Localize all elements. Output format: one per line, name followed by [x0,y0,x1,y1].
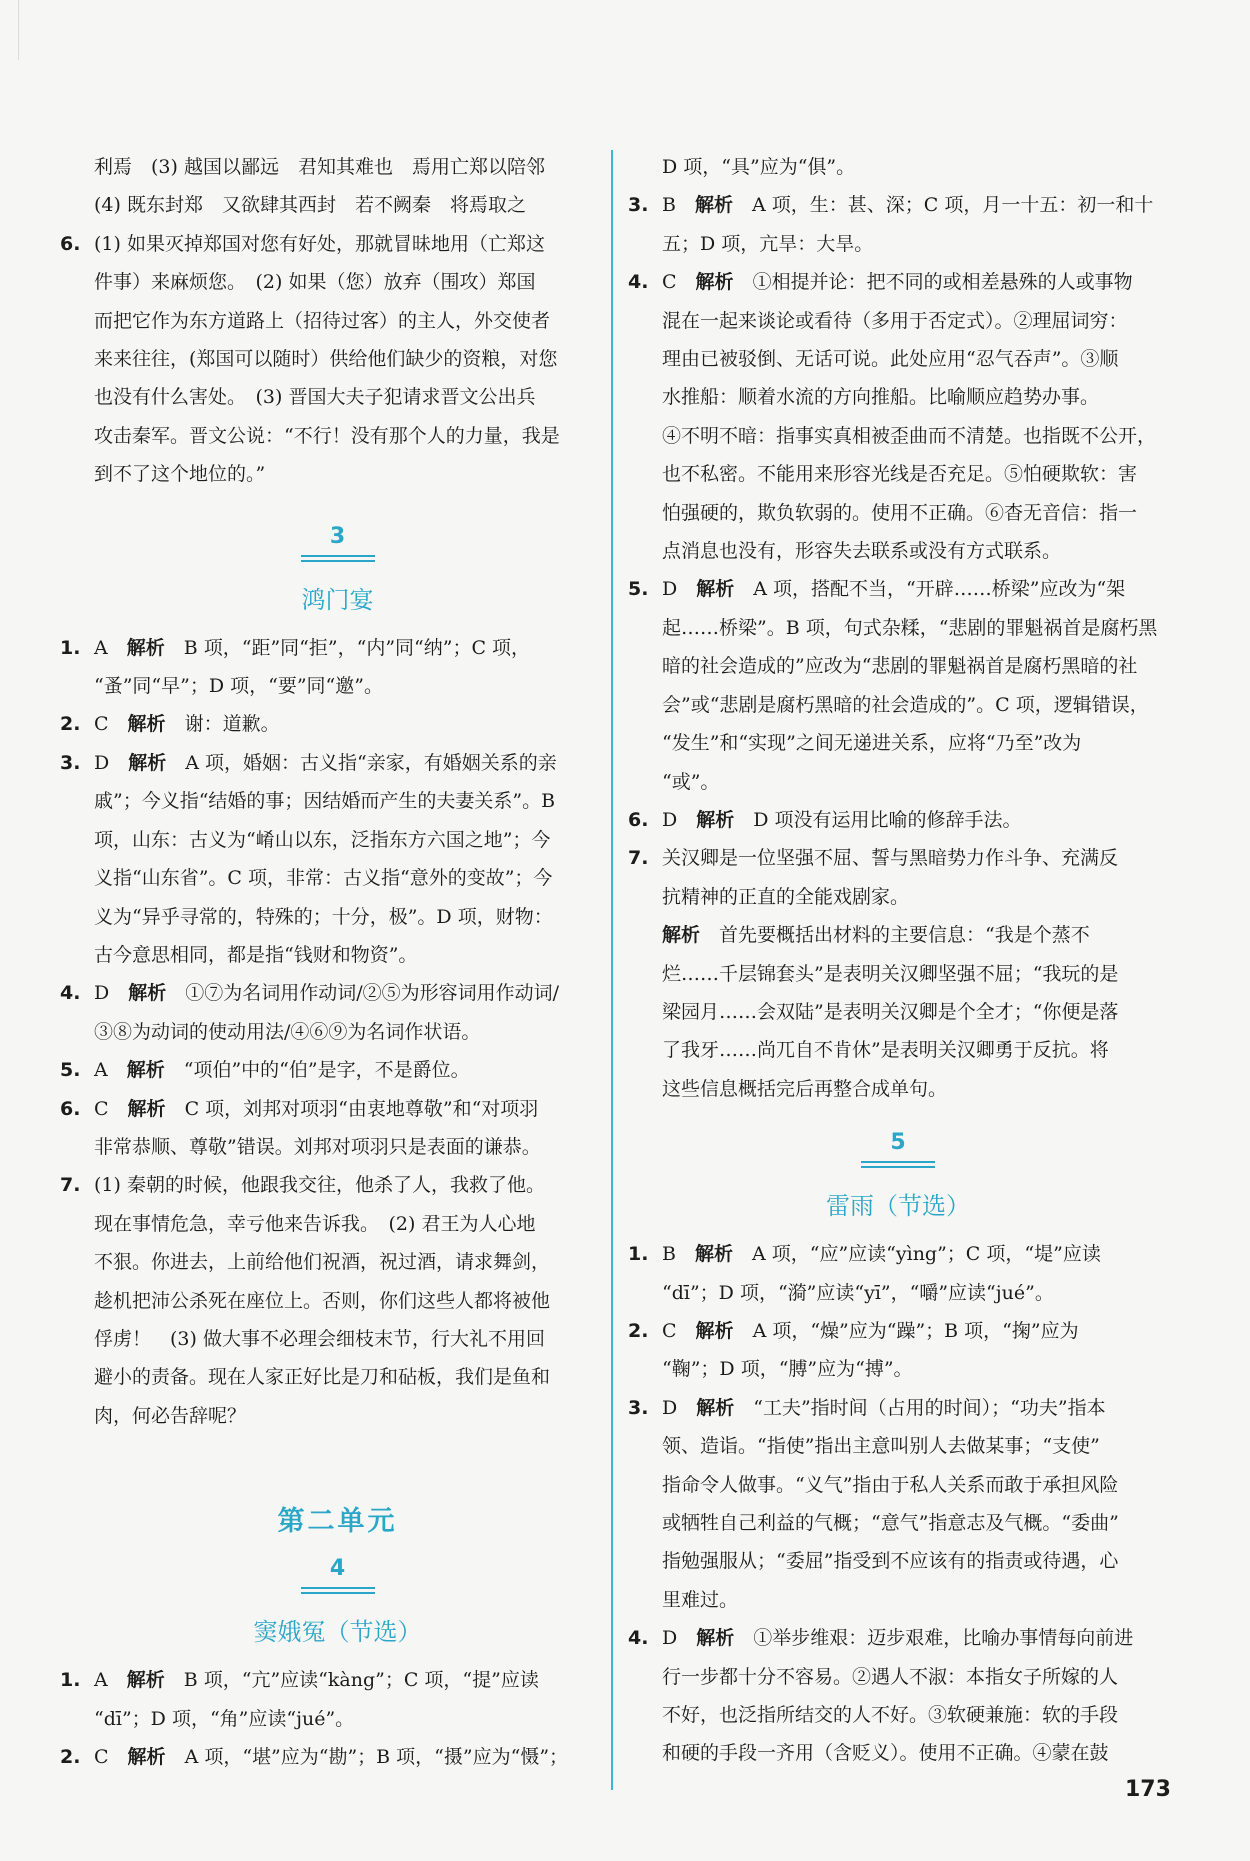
answer-item [60,1090,615,1167]
answer-item [60,1738,615,1776]
text-line: 也没有什么害处。 (3) 晋国大夫子犯请求晋文公出兵 [94,386,536,409]
text-line: 这些信息概括完后再整合成单句。 [662,1077,948,1100]
continued-answer [628,148,1168,186]
answer-item [628,570,1168,800]
text-line: 指命令人做事。“义气”指由于私人关系而敢于承担风险 [662,1473,1119,1496]
text-line: 或牺牲自己利益的气概；“意气”指意志及气概。“委曲” [662,1512,1119,1534]
item-number: 2. [60,713,81,736]
section-number: 3 [329,523,346,549]
text-line: 而把它作为东方道路上（招待过客）的主人，外交使者 [94,309,551,332]
answer-item [60,1661,615,1738]
analysis-label: 解析 [696,1396,754,1419]
text-line: 到不了这个地位的。” [94,463,266,486]
item-number: 7. [628,847,649,870]
item-number: 4. [60,982,81,1005]
text-line: 来来往往，(郑国可以随时）供给他们缺少的资粮，对您 [94,348,558,371]
answer-item [60,705,615,743]
text-line: 理由已被驳倒、无话可说。此处应用“忍气吞声”。③顺 [662,348,1119,371]
text-line: C 解析 A 项，“燥”应为“躁”；B 项，“掬”应为 [662,1319,1079,1342]
item-number: 6. [628,808,649,831]
section-title: 雷雨（节选） [826,1192,970,1221]
answer-item [60,629,615,706]
text-line: “鞠”；D 项，“膊”应为“搏”。 [662,1358,913,1381]
answer-item [628,801,1168,839]
text-line: 梁园月……会双陆”是表明关汉卿是个全才；“你便是落 [662,1000,1119,1023]
text-line: ③⑧为动词的使动用法/④⑥⑨为名词作状语。 [94,1020,481,1043]
answer-item [60,974,615,1051]
answer-item [628,263,1168,570]
text-line: C 解析 C 项，刘邦对项羽“由衷地尊敬”和“对项羽 [94,1097,539,1120]
answer-list [60,629,615,1436]
item-number: 1. [628,1243,649,1266]
text-line: 水推船：顺着水流的方向推船。比喻顺应趋势办事。 [662,386,1100,409]
text-line: 暗的社会造成的”应改为“悲剧的罪魁祸首是腐朽黑暗的社 [662,655,1138,678]
left-column [60,148,615,1776]
text-line: 了我牙……尚兀自不肯休”是表明关汉卿勇于反抗。将 [662,1039,1109,1062]
text-line: “发生”和“实现”之间无递进关系，应将“乃至”改为 [662,732,1082,755]
text-line: 非常恭顺、尊敬”错误。刘邦对项羽只是表面的谦恭。 [94,1135,541,1158]
analysis-label: 解析 [127,1746,185,1768]
answer-item [60,1166,615,1435]
analysis-label: 解析 [695,1319,753,1342]
text-line: A 解析 B 项，“亢”应读“kàng”；C 项，“提”应读 [94,1669,539,1692]
text-line: 抗精神的正直的全能戏剧家。 [662,885,910,908]
answer-item [60,225,615,494]
analysis-label: 解析 [696,578,754,601]
text-line: 解析 首先要概括出材料的主要信息：“我是个蒸不 [662,924,1090,947]
item-number: 3. [60,751,81,774]
analysis-label: 解析 [128,982,186,1005]
text-line: C 解析 ①相提并论：把不同的或相差悬殊的人或事物 [662,271,1133,294]
text-line: “dī”；D 项，“漪”应读“yī”，“嚼”应读“jué”。 [662,1281,1054,1304]
item-number: 6. [60,232,81,255]
text-line: B 解析 A 项，生：甚、深；C 项，月一十五：初一和十 [662,194,1154,217]
item-number: 4. [628,271,649,294]
section-rule [301,1587,375,1594]
analysis-label: 解析 [127,713,185,736]
continued-answer [60,148,615,225]
text-line: 行一步都十分不容易。②遇人不淑：本指女子所嫁的人 [662,1665,1119,1688]
margin-rule [18,0,19,60]
text-line: 古今意思相同，都是指“钱财和物资”。 [94,943,418,966]
text-line: C 解析 A 项，“堪”应为“勘”；B 项，“摄”应为“慑”； [94,1746,569,1768]
text-line: A 解析 B 项，“距”同“拒”，“内”同“纳”；C 项， [94,636,531,659]
text-line: 趁机把沛公杀死在座位上。否则，你们这些人都将被他 [94,1289,551,1312]
text-line: (4) 既东封郑 又欲肆其西封 若不阙秦 将焉取之 [94,194,526,217]
answer-item [628,186,1168,263]
text-line: B 解析 A 项，“应”应读“yìng”；C 项，“堤”应读 [662,1243,1101,1266]
section-header [60,524,615,615]
answer-item [60,1051,615,1089]
text-line: 不好，也泛指所结交的人不好。③软硬兼施：软的手段 [662,1704,1119,1727]
text-line: 避小的责备。现在人家正好比是刀和砧板，我们是鱼和 [94,1366,551,1389]
text-line: 关汉卿是一位坚强不屈、誓与黑暗势力作斗争、充满反 [662,847,1119,870]
text-line: 攻击秦军。晋文公说：“不行！没有那个人的力量，我是 [94,424,560,447]
section-header [628,1130,1168,1221]
analysis-label: 解析 [694,194,752,217]
analysis-label: 解析 [696,1627,754,1650]
page-number: 173 [1125,1777,1171,1802]
text-line: D 解析 A 项，搭配不当，“开辟……桥梁”应改为“架 [662,578,1126,601]
text-line: A 解析 “项伯”中的“伯”是字，不是爵位。 [94,1059,470,1082]
text-line: 指勉强服从；“委屈”指受到不应该有的指责或待遇，心 [662,1550,1119,1573]
text-line: 戚”；今义指“结婚的事；因结婚而产生的夫妻关系”。B [94,790,556,813]
section-rule [861,1161,935,1168]
text-line: D 解析 “工夫”指时间（占用的时间）；“功夫”指本 [662,1396,1106,1419]
section-title: 窦娥冤（节选） [253,1618,422,1647]
item-number: 6. [60,1097,81,1120]
text-line: 里难过。 [662,1588,739,1611]
item-number: 2. [628,1319,649,1342]
item-number: 7. [60,1174,81,1197]
text-line: 混在一起来谈论或看待（多用于否定式）。②理屈词穷： [662,309,1128,332]
analysis-label: 解析 [126,636,184,659]
text-line: D 项，“具”应为“俱”。 [662,156,856,178]
right-column [628,148,1168,1773]
text-line: D 解析 ①举步维艰：迈步艰难，比喻办事情每向前进 [662,1627,1134,1650]
text-line: “蚤”同“早”；D 项，“要”同“邀”。 [94,675,383,698]
text-line: 利焉 (3) 越国以鄙远 君知其难也 焉用亡郑以陪邻 [94,156,545,178]
text-line: “dī”；D 项，“角”应读“jué”。 [94,1707,355,1730]
item-number: 5. [60,1059,81,1082]
section-number: 4 [329,1556,346,1582]
text-line: 起……桥梁”。B 项，句式杂糅，“悲剧的罪魁祸首是腐朽黑 [662,616,1158,639]
item-number: 1. [60,636,81,659]
analysis-label: 解析 [127,1097,185,1120]
analysis-label: 解析 [126,1669,184,1692]
analysis-label: 解析 [128,751,186,774]
text-line: D 解析 D 项没有运用比喻的修辞手法。 [662,808,1022,831]
item-number: 3. [628,1396,649,1419]
text-line: 义为“异乎寻常的，特殊的；十分，极”。D 项，财物： [94,905,553,928]
section-rule [301,555,375,562]
text-line: 项，山东：古义为“崤山以东，泛指东方六国之地”；今 [94,828,551,851]
analysis-label: 解析 [126,1059,184,1082]
answer-list [628,1235,1168,1773]
answer-item [60,744,615,974]
analysis-label: 解析 [694,1243,752,1266]
answer-list [60,1661,615,1776]
analysis-label: 解析 [696,808,754,831]
text-line: 肉，何必告辞呢？ [94,1404,247,1427]
text-line: D 解析 ①⑦为名词用作动词/②⑤为形容词用作动词/ [94,982,560,1005]
analysis-label: 解析 [695,271,753,294]
text-line: (1) 如果灭掉郑国对您有好处，那就冒昧地用（亡郑这 [94,232,545,255]
text-line: 和硬的手段一齐用（含贬义）。使用不正确。④蒙在鼓 [662,1742,1109,1765]
answer-item [628,1389,1168,1619]
text-line: D 解析 A 项，婚姻：古义指“亲家，有婚姻关系的亲 [94,751,557,774]
text-line: C 解析 谢：道歉。 [94,713,280,736]
text-line: 怕强硬的，欺负软弱的。使用不正确。⑥杳无音信：指一 [662,501,1138,524]
text-line: 五；D 项，亢旱：大旱。 [662,232,874,255]
text-line: “或”。 [662,770,720,793]
text-line: 会”或“悲剧是腐朽黑暗的社会造成的”。C 项，逻辑错误， [662,693,1149,716]
item-number: 3. [628,194,649,217]
analysis-label: 解析 [662,924,720,947]
text-line: 俘虏！ (3) 做大事不必理会细枝末节，行大礼不用回 [94,1327,545,1350]
answer-item [628,1619,1168,1773]
text-line: 现在事情危急，幸亏他来告诉我。 (2) 君王为人心地 [94,1212,536,1235]
text-line: 不狠。你进去，上前给他们祝酒，祝过酒，请求舞剑， [94,1251,551,1274]
item-number: 2. [60,1746,81,1768]
item-number: 4. [628,1627,649,1650]
text-line: 点消息也没有，形容失去联系或没有方式联系。 [662,540,1062,563]
section-title: 鸿门宴 [301,585,374,614]
text-line: ④不明不暗：指事实真相被歪曲而不清楚。也指既不公开， [662,424,1157,447]
text-line: 义指“山东省”。C 项，非常：古义指“意外的变故”；今 [94,867,553,890]
text-line: 领、造诣。“指使”指出主意叫别人去做某事；“支使” [662,1435,1100,1458]
text-line: 也不私密。不能用来形容光线是否充足。⑤怕硬欺软：害 [662,463,1138,486]
item-number: 5. [628,578,649,601]
answer-item [628,1312,1168,1389]
answer-item [628,1235,1168,1312]
text-line: 件事）来麻烦您。 (2) 如果（您）放弃（围攻）郑国 [94,271,536,294]
text-line: 烂……千层锦套头”是表明关汉卿坚强不屈；“我玩的是 [662,962,1119,985]
section-header [60,1556,615,1647]
section-number: 5 [890,1130,906,1156]
answer-item [628,839,1168,1108]
unit-title: 第二单元 [277,1506,398,1538]
answer-list [628,186,1168,1108]
text-line: (1) 秦朝的时候，他跟我交往，他杀了人，我救了他。 [94,1174,545,1197]
item-number: 1. [60,1669,81,1692]
